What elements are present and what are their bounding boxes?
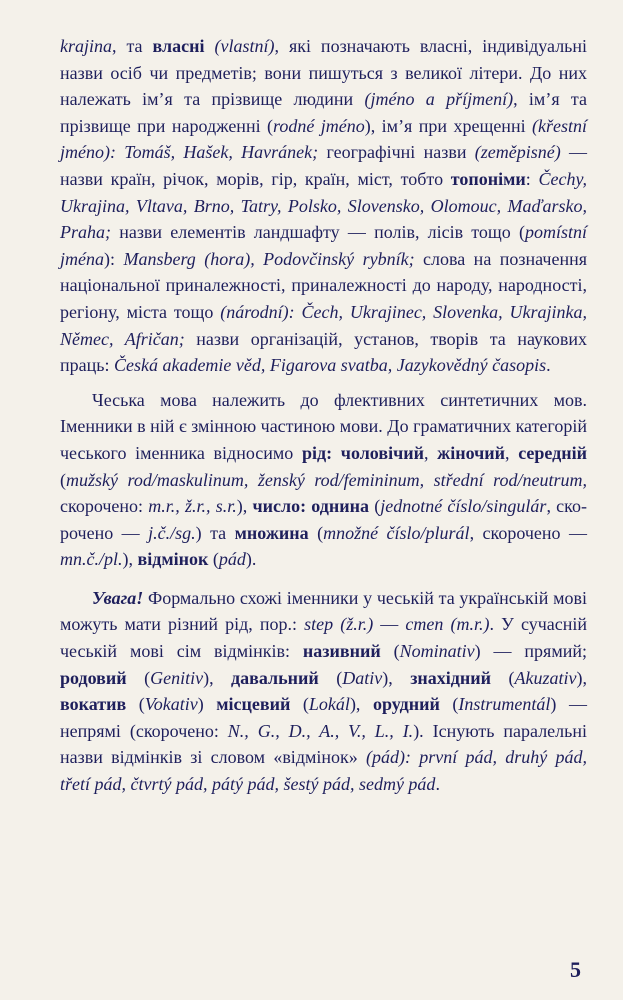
text-span: ( — [380, 641, 400, 662]
text-span: ( — [318, 667, 343, 688]
text-span: ) та — [195, 522, 235, 543]
term-italic: mn.č./pl. — [60, 549, 123, 570]
text-span: назви елементів ландшафту — полів, лісів тощо ( — [111, 222, 525, 243]
text-span: ( — [308, 522, 324, 543]
attention-label: Увага! — [92, 587, 144, 608]
text-span: назви організацій, установ, творів та наукових праць: — [60, 328, 587, 376]
text-span: ), — [203, 667, 232, 688]
term-bold: число: однина — [252, 496, 369, 517]
term-italic: pomístní jména — [60, 222, 587, 269]
text-span: : — [525, 168, 539, 189]
term-italic: (zeměpisné) — [474, 142, 561, 163]
text-span: ( — [369, 496, 381, 517]
paragraph-noun-categories — [60, 387, 587, 573]
text-span: ), — [382, 667, 411, 688]
text-span: ) — прямий; — [474, 641, 587, 662]
term-bold: множина — [234, 522, 309, 543]
text-span: , які позначають власні, індивідуальні назви осіб чи предметів; вони пишуться з великої літери. До них належать ім’я та прізвище людини — [60, 36, 588, 110]
term-bold: відмінок — [137, 549, 209, 570]
term-italic: (pád): první pád, druhý pád, třetí pád, čtvrtý pád, pátý pád, šestý pád, sedmý pád — [60, 747, 587, 795]
text-span: слова на позначення національної приналежності, приналежності до народу, народності, регіону, міста тощо — [60, 248, 587, 322]
text-span: , ім’я та прізвище при народженні ( — [60, 89, 588, 136]
text-span: ( — [126, 667, 151, 688]
term-italic: Vokativ — [144, 694, 198, 715]
text-span: — назви країн, річок, морів, гір, країн, міст, тобто — [60, 142, 588, 189]
term-bold: орудний — [373, 694, 440, 715]
term-bold: знахідний — [410, 667, 492, 688]
term-italic: (národní): Čech, Ukrajinec, Slovenka, Ukrajinka, Němec, Afričan; — [60, 301, 588, 349]
text-span: ), — [576, 667, 587, 688]
text-span: . — [435, 774, 440, 795]
term-italic: Mansberg (hora), Podovčinský rybník; — [123, 248, 415, 269]
paragraph-proper-nouns — [60, 33, 587, 379]
text-span: ): — [104, 248, 124, 269]
text-span: ( — [208, 549, 219, 570]
term-italic: mužský rod/maskulinum, ženský rod/femininum, střední rod/neutrum, — [66, 469, 587, 490]
text-span: Формально схожі іменники у чеській та українській мові можуть мати різний рід, пор.: — [60, 587, 587, 635]
term-italic: Instrumentál — [458, 694, 551, 715]
term-bold: топоніми — [450, 168, 526, 189]
paragraph-attention-cases — [60, 585, 587, 798]
text-span: , та — [112, 36, 153, 56]
text-span: ), — [349, 694, 373, 715]
term-italic: (křestní jméno): Tomáš, Hašek, Havránek; — [60, 115, 587, 163]
term-italic: Akuzativ — [514, 667, 577, 688]
text-span: ), — [236, 496, 253, 517]
term-italic: Dativ — [342, 667, 383, 688]
term-italic: Čechy, Ukrajina, Vltava, Brno, Tatry, Polsko, Slovensko, Olomouc, Maďarsko, Praha; — [60, 168, 587, 243]
text-span: Чеська мова належить до флективних синтетичних мов. Іменники в ній є змінною частиною мови. До граматичних категорій чеського іменника відносимо — [60, 389, 587, 463]
text-span: ) — непрямі (скорочено: — [60, 694, 587, 741]
text-span: krajina — [60, 36, 112, 56]
page-number: 5 — [570, 957, 581, 982]
text-span: ( — [439, 694, 459, 715]
text-span: ), ім’я при хрещенні — [364, 115, 533, 136]
text-span: ). Існують паралельні назви відмінків зі словом «відмінок» — [60, 720, 587, 768]
term-italic: rodné jméno — [273, 115, 365, 136]
text-span: ). — [245, 549, 257, 570]
term-bold: називний — [302, 641, 381, 662]
term-bold: родовий — [60, 667, 127, 688]
text-span: . — [546, 355, 551, 376]
text-span: ( — [491, 667, 515, 688]
text-span: ( — [60, 469, 66, 490]
term-italic: m.r., ž.r., s.r. — [148, 496, 237, 517]
term-italic: pád — [218, 549, 246, 570]
text-span: , скорочено — — [469, 522, 588, 543]
term-italic: (jméno a příjmení) — [364, 89, 514, 110]
term-italic: Genitiv — [150, 667, 204, 688]
term-italic: (vlastní) — [214, 36, 275, 56]
term-italic: j.č./sg. — [148, 522, 196, 543]
text-span: ( — [290, 694, 309, 715]
term-italic: Česká akademie věd, Figarova svatba, Jazykovědný časopis — [113, 355, 547, 376]
text-span — [204, 36, 214, 56]
term-bold: середній — [518, 442, 588, 463]
text-span: ) — [197, 694, 217, 715]
text-span: , скорочено — — [60, 496, 587, 543]
term-italic: jednotné číslo/singulár — [380, 496, 547, 517]
text-span: . У сучасній чеській мові сім відмінків: — [60, 614, 588, 662]
text-span: скорочено: — [60, 496, 149, 517]
term-bold: власні — [152, 36, 205, 56]
term-bold: жіночий — [437, 442, 506, 463]
term-bold: давальний — [231, 667, 319, 688]
text-span: ( — [126, 694, 145, 715]
term-italic: step (ž.r.) — [304, 614, 374, 635]
term-italic: степ (m.r.) — [405, 614, 490, 635]
text-span: , — [505, 442, 519, 463]
term-italic: Lokál — [308, 694, 350, 715]
text-span: ), — [122, 549, 138, 570]
term-italic: N., G., D., A., V., L., I. — [227, 720, 414, 741]
text-span: географічні назви — [318, 142, 475, 163]
term-bold: рід: чоловічий — [302, 442, 424, 463]
term-bold: вокатив — [60, 694, 127, 715]
text-span: — — [373, 614, 406, 635]
term-bold: місцевий — [216, 694, 291, 715]
term-italic: množné číslo/plurál — [323, 522, 470, 543]
term-italic: Nominativ — [399, 641, 475, 662]
text-span: , — [423, 442, 438, 463]
